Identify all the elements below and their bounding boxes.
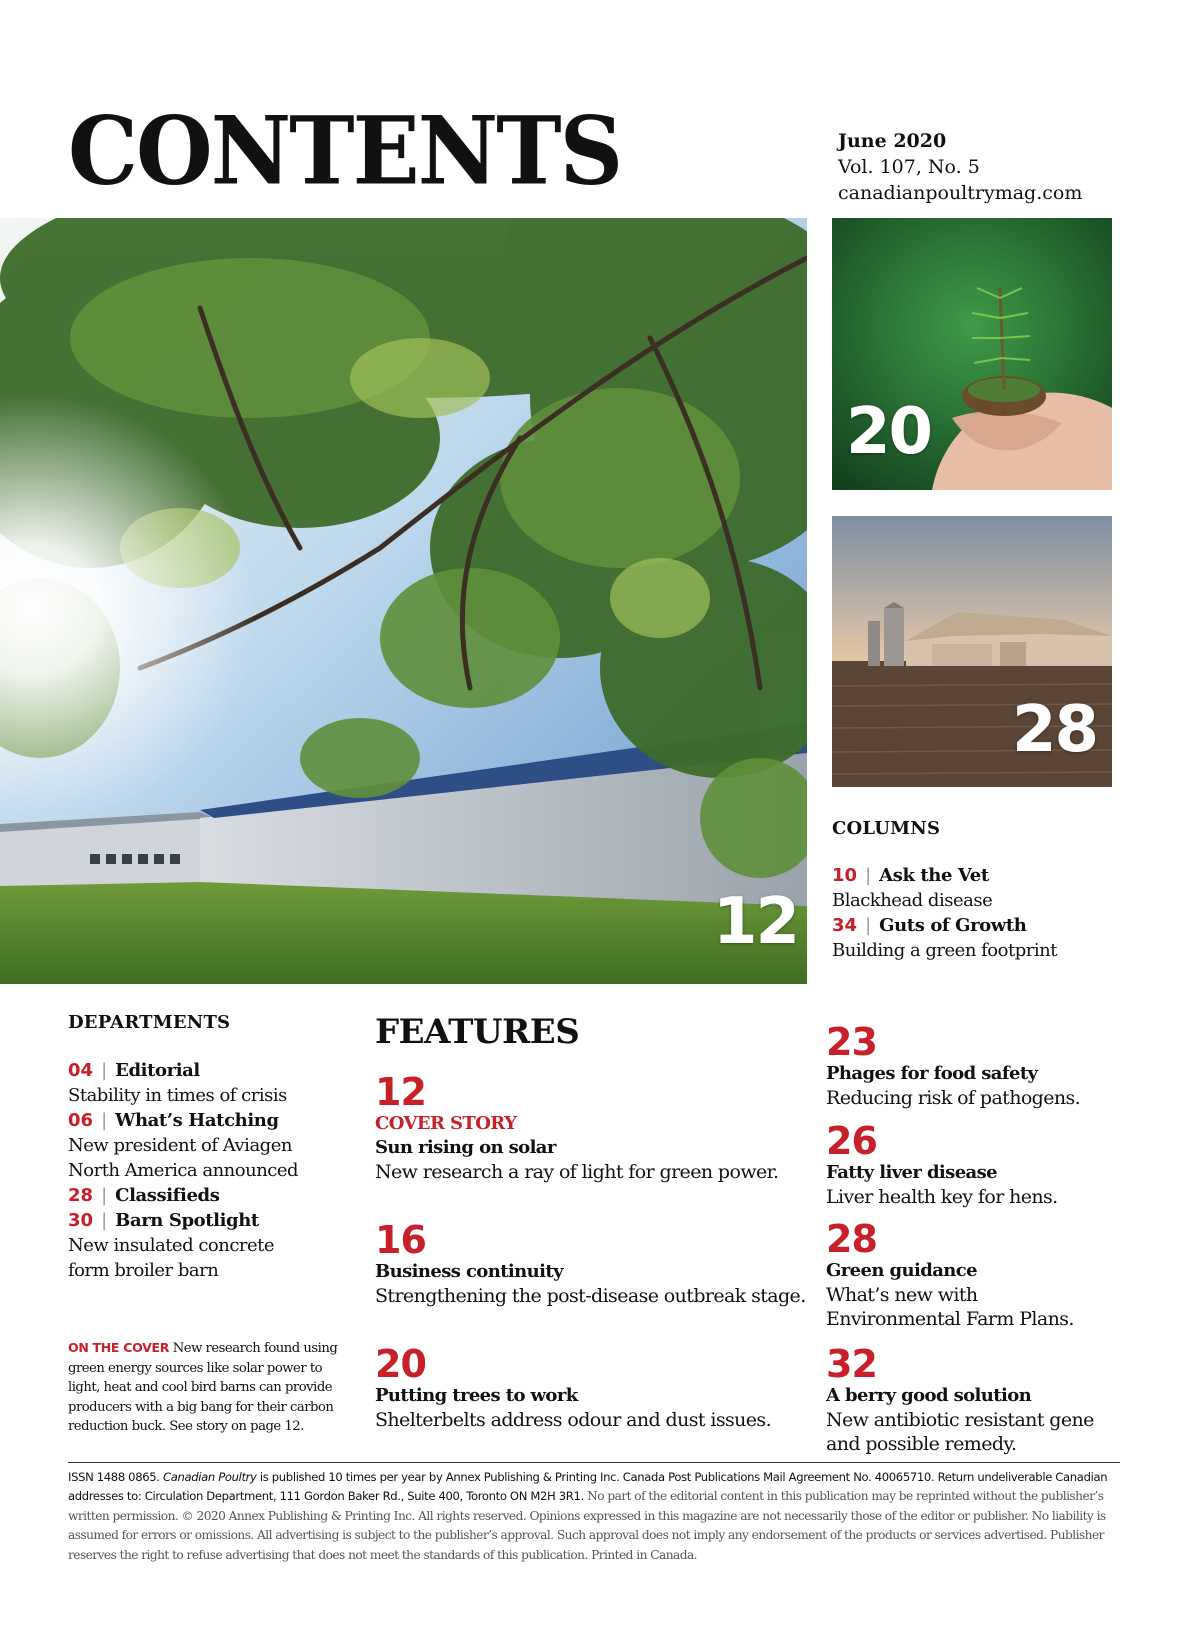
item-title: Editorial (115, 1060, 200, 1081)
separator: | (101, 1210, 108, 1231)
website-link[interactable]: canadianpoultrymag.com (838, 182, 1083, 204)
feature-page-number: 28 (826, 1217, 877, 1261)
feature-item[interactable] (826, 1022, 1126, 1110)
item-title: Classifieds (115, 1185, 220, 1206)
separator: | (101, 1110, 108, 1131)
page-number: 30 (68, 1210, 94, 1231)
on-the-cover-label: ON THE COVER (68, 1340, 170, 1355)
page-title: CONTENTS (68, 95, 622, 206)
cover-story-label: COVER STORY (375, 1113, 517, 1134)
page-number: 34 (832, 915, 858, 936)
feature-title: Fatty liver disease (826, 1162, 998, 1183)
page-number: 10 (832, 865, 858, 886)
item-title: Ask the Vet (879, 865, 989, 886)
item-description: Stability in times of crisis (68, 1085, 287, 1106)
separator: | (101, 1185, 108, 1206)
item-title: Guts of Growth (879, 915, 1027, 936)
feature-item[interactable] (375, 1220, 815, 1308)
page-number: 04 (68, 1060, 94, 1081)
feature-description: Strengthening the post-disease outbreak stage. (375, 1285, 806, 1307)
departments-list (68, 1058, 348, 1283)
footer-magazine-name: Canadian Poultry (162, 1470, 257, 1484)
feature-title: A berry good solution (826, 1385, 1032, 1406)
feature-item[interactable] (375, 1072, 815, 1184)
feature-title: Green guidance (826, 1260, 977, 1281)
feature-description: Liver health key for hens. (826, 1186, 1058, 1208)
feature-page-number: 12 (375, 1070, 426, 1114)
feature-title: Sun rising on solar (375, 1137, 556, 1158)
on-the-cover-text: New research found using green energy sources like solar power to light, heat and cool bird barns can provide producers with a big bang for their carbon reduction buck. See story on page 12. (68, 1341, 338, 1434)
list-item[interactable] (68, 1183, 348, 1208)
seedling-photo (832, 218, 1112, 490)
list-item[interactable] (832, 913, 1057, 938)
separator: | (101, 1060, 108, 1081)
page-number: 28 (68, 1185, 94, 1206)
seedling-page-number: 20 (846, 395, 932, 469)
feature-description: New research a ray of light for green power. (375, 1161, 779, 1183)
list-item[interactable] (832, 863, 1057, 888)
footer-legal (68, 1468, 1120, 1565)
feature-title: Putting trees to work (375, 1385, 578, 1406)
footer-issn: ISSN 1488 0865. (68, 1470, 160, 1484)
tree-barn-illustration (0, 218, 807, 984)
columns-heading: COLUMNS (832, 818, 941, 839)
departments-heading: DEPARTMENTS (68, 1012, 231, 1033)
item-description: New insulated concrete form broiler barn (68, 1235, 275, 1281)
issue-volume: Vol. 107, No. 5 (838, 156, 980, 178)
item-title: What’s Hatching (115, 1110, 279, 1131)
issue-date: June 2020 (838, 130, 947, 152)
issue-info (838, 128, 1082, 206)
feature-page-number: 26 (826, 1119, 877, 1163)
columns-list (832, 863, 1057, 963)
cover-photo (0, 218, 807, 984)
feature-title: Business continuity (375, 1261, 563, 1282)
feature-page-number: 16 (375, 1218, 426, 1262)
feature-item[interactable] (375, 1344, 815, 1432)
item-description: Blackhead disease (832, 890, 993, 911)
barn-page-number: 28 (1012, 693, 1098, 767)
feature-page-number: 20 (375, 1342, 426, 1386)
feature-page-number: 32 (826, 1342, 877, 1386)
item-description: New president of Aviagen North America announced (68, 1135, 299, 1181)
feature-description: Reducing risk of pathogens. (826, 1087, 1081, 1109)
feature-description: What’s new with Environmental Farm Plans. (826, 1284, 1074, 1330)
feature-description: Shelterbelts address odour and dust issues. (375, 1409, 772, 1431)
feature-item[interactable] (826, 1219, 1096, 1331)
list-item[interactable] (68, 1208, 348, 1233)
barn-photo (832, 516, 1112, 787)
feature-title: Phages for food safety (826, 1063, 1038, 1084)
item-title: Barn Spotlight (115, 1210, 259, 1231)
footer-divider (68, 1462, 1120, 1463)
feature-page-number: 23 (826, 1020, 877, 1064)
feature-item[interactable] (826, 1344, 1116, 1456)
list-item[interactable] (68, 1058, 348, 1083)
on-the-cover-note (68, 1338, 348, 1437)
cover-page-number: 12 (713, 885, 799, 959)
page-number: 06 (68, 1110, 94, 1131)
footer-publisher-line: is published 10 times per year by Annex Publishing & Printing Inc. Canada Post Publications Mail Agreement No. 40065710. (259, 1470, 935, 1484)
separator: | (865, 865, 872, 886)
footer-return-line: Return undeliverable Canadian addresses to: Circulation Department, 111 Gordon Baker Rd., Suite 400, Toronto ON M2H 3R1. (68, 1470, 1108, 1504)
features-heading: FEATURES (375, 1012, 580, 1052)
feature-description: New antibiotic resistant gene and possible remedy. (826, 1409, 1094, 1455)
separator: | (865, 915, 872, 936)
footer-legal-text: No part of the editorial content in this publication may be reprinted without the publisher’s written permission. © 2020 Annex Publishing & Printing Inc. All rights reserved. Opinions expressed in this magazine are not necessarily those of the editor or publisher. No liability is assumed for errors or omissions. All advertising is subject to the publisher’s approval. Such approval does not imply any endorsement of the products or services advertised. Publisher reserves the right to refuse advertising that does not meet the standards of this publication. Printed in Canada. (68, 1489, 1106, 1562)
item-description: Building a green footprint (832, 940, 1057, 961)
list-item[interactable] (68, 1108, 348, 1133)
feature-item[interactable] (826, 1121, 1126, 1209)
